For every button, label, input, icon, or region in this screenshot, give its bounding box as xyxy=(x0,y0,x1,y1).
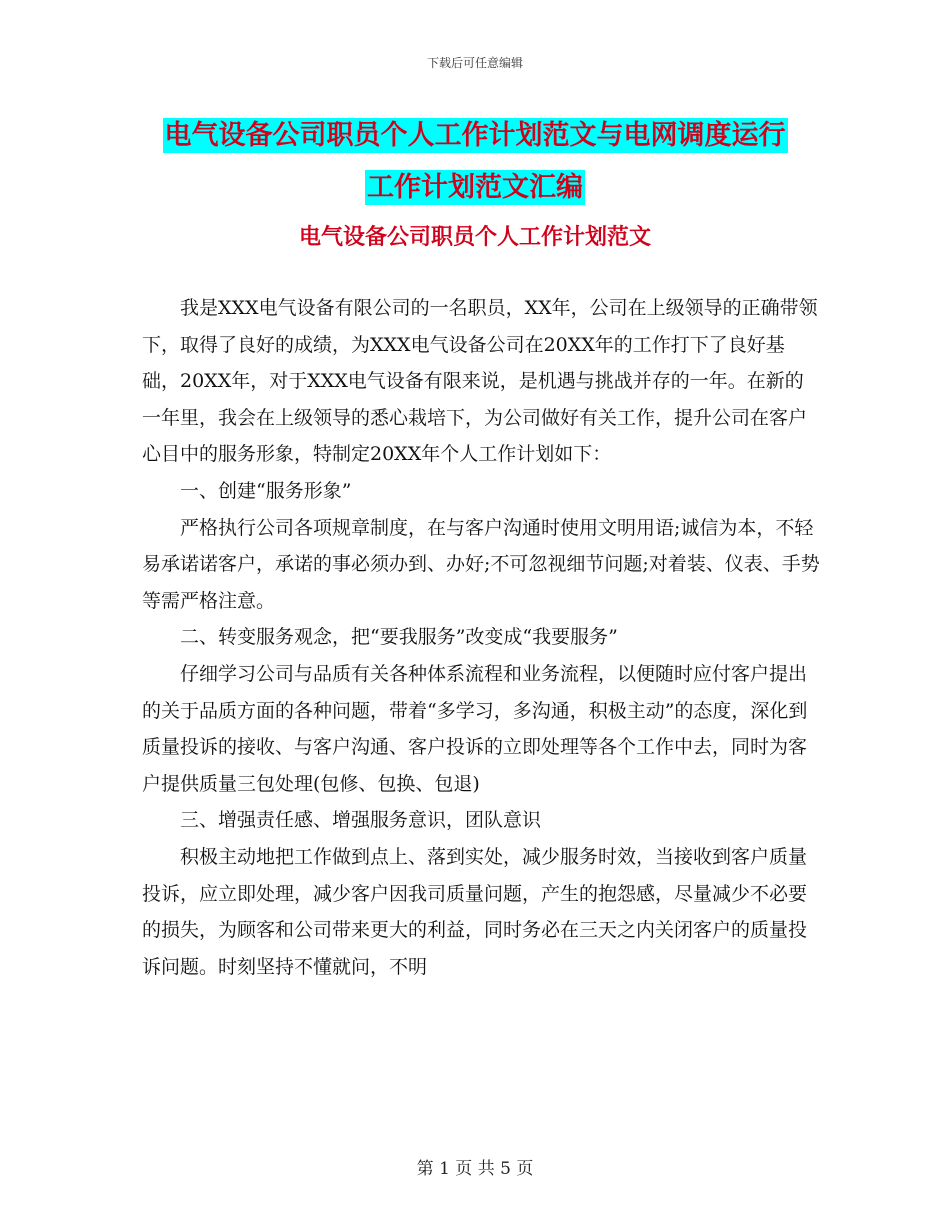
paragraph: 严格执行公司各项规章制度，在与客户沟通时使用文明用语;诚信为本，不轻易承诺诺客户，承诺的事必须办到、办好;不可忽视细节问题;对着装、仪表、手势等需严格注意。 xyxy=(142,516,820,612)
paragraph: 仔细学习公司与品质有关各种体系流程和业务流程，以便随时应付客户提出的关于品质方面的各种问题，带着“多学习，多沟通，积极主动”的态度，深化到质量投诉的接收、与客户沟通、客户投诉的立即处理等各个工作中去，同时为客户提供质量三包处理(包修、包换、包退) xyxy=(142,662,808,795)
section-title: 电气设备公司职员个人工作计划范文 xyxy=(298,225,651,250)
page-footer: 第 1 页 共 5 页 xyxy=(416,1159,534,1179)
paragraph: 二、转变服务观念，把“要我服务”改变成“我要服务” xyxy=(180,626,618,649)
paragraph: 一、创建“服务形象” xyxy=(180,479,352,502)
title-line-1: 电气设备公司职员个人工作计划范文与电网调度运行 xyxy=(164,120,786,151)
paragraph: 三、增强责任感、增强服务意识，团队意识 xyxy=(180,809,542,832)
header-note: 下载后可任意编辑 xyxy=(426,56,523,70)
body-text xyxy=(142,290,822,985)
title-line-2: 工作计划范文汇编 xyxy=(367,172,583,203)
document-title xyxy=(140,110,810,214)
paragraph: 我是XXX电气设备有限公司的一名职员，XX年，公司在上级领导的正确带领下，取得了良好的成绩，为XXX电气设备公司在20XX年的工作打下了良好基础，20XX年，对于XXX电气设备有限来说，是机遇与挑战并存的一年。在新的一年里，我会在上级领导的悉心栽培下，为公司做好有关工作，提升公司在客户心目中的服务形象，特制定20XX年个人工作计划如下： xyxy=(142,297,818,466)
paragraph: 积极主动地把工作做到点上、落到实处，减少服务时效，当接收到客户质量投诉，应立即处理，减少客户因我司质量问题，产生的抱怨感，尽量减少不必要的损失，为顾客和公司带来更大的利益，同时务必在三天之内关闭客户的质量投诉问题。时刻坚持不懂就问，不明 xyxy=(142,845,808,978)
